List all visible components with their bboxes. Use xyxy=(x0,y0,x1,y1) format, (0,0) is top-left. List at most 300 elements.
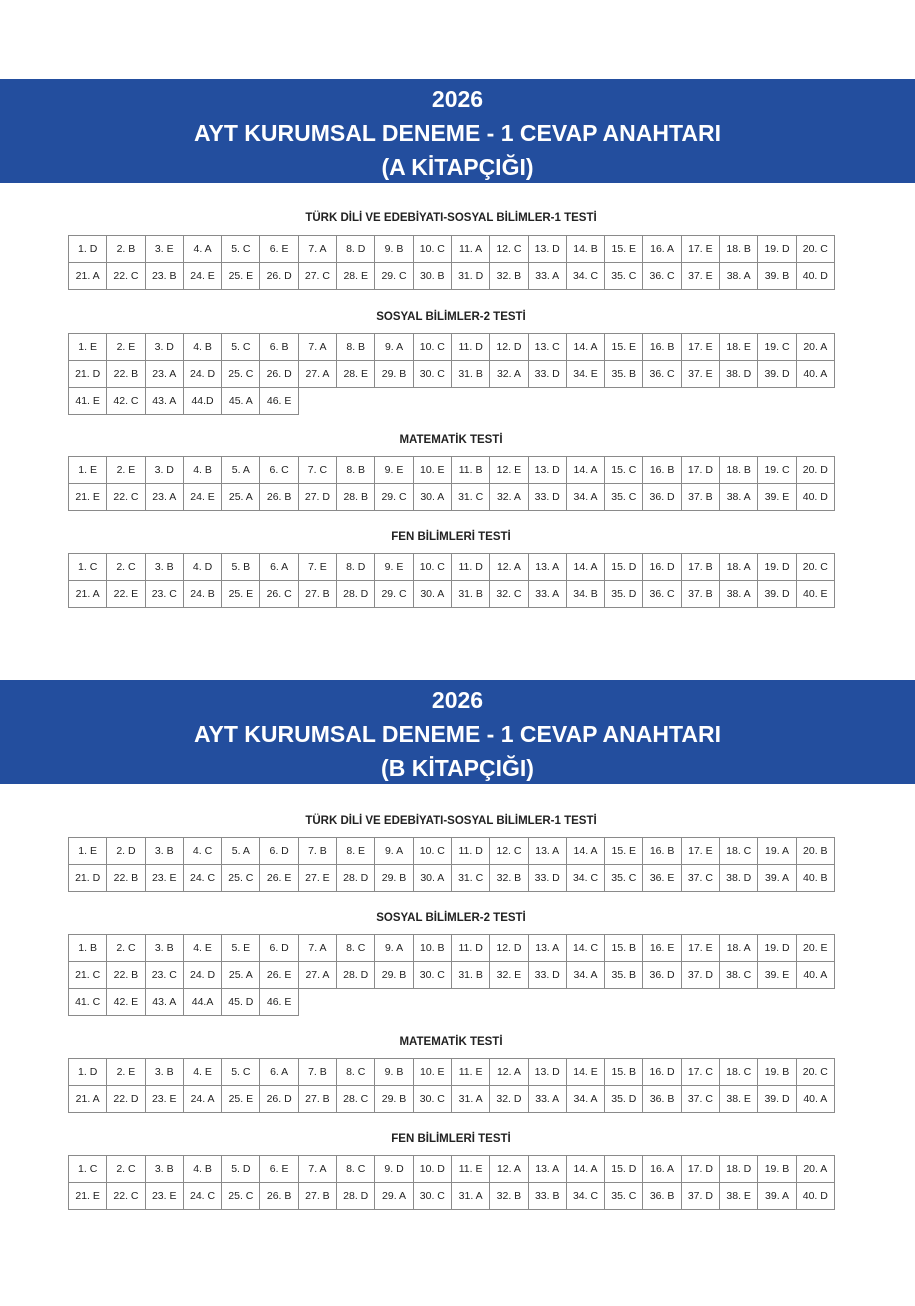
answer-cell: 38. D xyxy=(720,361,758,388)
answer-cell: 32. B xyxy=(490,263,528,290)
answer-cell: 8. C xyxy=(337,1156,375,1183)
answer-cell: 21. A xyxy=(69,581,107,608)
answer-cell: 37. E xyxy=(681,263,719,290)
answer-cell: 32. B xyxy=(490,1183,528,1210)
answer-cell: 6. A xyxy=(260,1059,298,1086)
answer-cell: 36. C xyxy=(643,581,681,608)
answer-cell: 5. C xyxy=(222,236,260,263)
answer-cell: 33. D xyxy=(528,484,566,511)
answer-cell: 13. A xyxy=(528,1156,566,1183)
answer-cell: 39. D xyxy=(758,1086,796,1113)
answer-cell: 25. E xyxy=(222,263,260,290)
answer-cell: 3. B xyxy=(145,1059,183,1086)
answer-cell: 27. B xyxy=(298,1086,336,1113)
answer-cell: 1. E xyxy=(69,838,107,865)
answer-cell: 24. C xyxy=(183,1183,221,1210)
answer-cell: 12. A xyxy=(490,1059,528,1086)
answer-cell: 12. A xyxy=(490,554,528,581)
table-row xyxy=(69,1183,835,1210)
answer-cell: 26. C xyxy=(260,581,298,608)
answer-cell: 40. E xyxy=(796,581,834,608)
answer-cell: 16. A xyxy=(643,236,681,263)
answer-cell: 13. A xyxy=(528,838,566,865)
year: 2026 xyxy=(431,86,484,112)
answer-cell: 26. D xyxy=(260,263,298,290)
answer-cell: 32. B xyxy=(490,865,528,892)
answer-cell: 10. C xyxy=(413,838,451,865)
answer-cell: 34. B xyxy=(566,581,604,608)
answer-cell: 13. D xyxy=(528,457,566,484)
answer-cell: 23. C xyxy=(145,962,183,989)
answer-cell: 4. A xyxy=(183,236,221,263)
answer-cell: 15. D xyxy=(605,554,643,581)
answer-cell: 20. E xyxy=(796,935,834,962)
answer-cell: 29. C xyxy=(375,263,413,290)
answer-cell: 11. A xyxy=(451,236,489,263)
answer-cell: 28. B xyxy=(337,484,375,511)
answer-cell: 32. E xyxy=(490,962,528,989)
answer-cell: 16. B xyxy=(643,334,681,361)
table-row xyxy=(69,581,835,608)
answer-cell: 3. D xyxy=(145,334,183,361)
answer-cell: 3. B xyxy=(145,1156,183,1183)
answer-cell: 36. D xyxy=(643,962,681,989)
table-row xyxy=(69,554,835,581)
answer-cell: 17. E xyxy=(681,236,719,263)
answer-cell: 43. A xyxy=(145,989,183,1016)
answer-cell: 7. A xyxy=(298,236,336,263)
answer-cell: 30. C xyxy=(413,1086,451,1113)
answer-cell: 18. D xyxy=(720,1156,758,1183)
answer-cell: 23. E xyxy=(145,1086,183,1113)
answer-cell: 20. D xyxy=(796,457,834,484)
table-row xyxy=(69,388,835,415)
answer-cell: 28. D xyxy=(337,581,375,608)
answer-cell: 21. A xyxy=(69,263,107,290)
answer-cell: 23. A xyxy=(145,361,183,388)
answer-cell: 14. B xyxy=(566,236,604,263)
answer-cell: 7. A xyxy=(298,1156,336,1183)
answer-cell: 25. E xyxy=(222,1086,260,1113)
answer-cell: 7. C xyxy=(298,457,336,484)
answer-cell: 6. B xyxy=(260,334,298,361)
answer-table-fen xyxy=(68,1155,835,1210)
answer-cell: 19. C xyxy=(758,457,796,484)
answer-cell: 15. B xyxy=(605,935,643,962)
answer-cell: 13. D xyxy=(528,1059,566,1086)
answer-cell: 17. E xyxy=(681,334,719,361)
answer-cell: 40. A xyxy=(796,361,834,388)
section-title-fen: FEN BİLİMLERİ TESTİ xyxy=(391,1133,511,1145)
answer-table-matematik xyxy=(68,1058,835,1113)
answer-cell: 22. B xyxy=(107,361,145,388)
banner-booklet-b xyxy=(0,680,915,784)
answer-cell: 37. C xyxy=(681,865,719,892)
answer-cell: 25. C xyxy=(222,361,260,388)
answer-cell: 1. E xyxy=(69,457,107,484)
section-title-sosyal: SOSYAL BİLİMLER-2 TESTİ xyxy=(376,912,526,924)
answer-cell: 11. D xyxy=(451,838,489,865)
answer-cell: 18. A xyxy=(720,935,758,962)
answer-cell: 8. B xyxy=(337,334,375,361)
answer-cell: 8. B xyxy=(337,457,375,484)
answer-cell: 29. B xyxy=(375,865,413,892)
answer-cell: 3. B xyxy=(145,554,183,581)
answer-cell: 30. B xyxy=(413,263,451,290)
answer-table-turkce xyxy=(68,837,835,892)
answer-cell: 35. C xyxy=(605,263,643,290)
answer-cell: 29. A xyxy=(375,1183,413,1210)
answer-cell: 16. A xyxy=(643,1156,681,1183)
answer-cell: 2. E xyxy=(107,1059,145,1086)
answer-cell: 40. D xyxy=(796,263,834,290)
answer-cell: 31. A xyxy=(451,1183,489,1210)
answer-cell: 1. C xyxy=(69,1156,107,1183)
answer-cell: 1. E xyxy=(69,334,107,361)
answer-cell: 35. C xyxy=(605,1183,643,1210)
answer-cell: 14. C xyxy=(566,935,604,962)
answer-cell: 33. B xyxy=(528,1183,566,1210)
answer-cell: 21. C xyxy=(69,962,107,989)
answer-cell: 31. B xyxy=(451,581,489,608)
answer-cell: 21. E xyxy=(69,484,107,511)
answer-cell: 17. D xyxy=(681,457,719,484)
answer-cell: 21. D xyxy=(69,361,107,388)
answer-cell: 10. E xyxy=(413,457,451,484)
answer-cell: 12. D xyxy=(490,334,528,361)
answer-cell: 29. B xyxy=(375,962,413,989)
answer-cell: 24. B xyxy=(183,581,221,608)
answer-cell: 36. D xyxy=(643,484,681,511)
answer-cell: 24. E xyxy=(183,484,221,511)
answer-cell: 3. D xyxy=(145,457,183,484)
answer-table-sosyal xyxy=(68,934,835,1016)
answer-cell: 13. A xyxy=(528,935,566,962)
answer-cell: 33. A xyxy=(528,263,566,290)
answer-cell: 2. E xyxy=(107,457,145,484)
answer-cell: 7. B xyxy=(298,1059,336,1086)
answer-cell: 27. A xyxy=(298,962,336,989)
answer-cell: 22. C xyxy=(107,484,145,511)
answer-cell: 39. E xyxy=(758,484,796,511)
answer-cell: 16. D xyxy=(643,554,681,581)
answer-cell: 27. B xyxy=(298,1183,336,1210)
answer-cell: 4. E xyxy=(183,1059,221,1086)
answer-cell: 2. C xyxy=(107,1156,145,1183)
answer-cell: 20. A xyxy=(796,1156,834,1183)
answer-cell: 28. E xyxy=(337,361,375,388)
answer-cell: 5. A xyxy=(222,457,260,484)
section-title-turkce: TÜRK DİLİ VE EDEBİYATI-SOSYAL BİLİMLER-1 TESTİ xyxy=(305,815,597,827)
answer-cell: 39. A xyxy=(758,865,796,892)
answer-cell: 38. A xyxy=(720,484,758,511)
answer-cell: 26. B xyxy=(260,1183,298,1210)
answer-cell: 25. A xyxy=(222,484,260,511)
booklet-label: (B KİTAPÇIĞI) xyxy=(381,755,534,781)
answer-cell: 18. B xyxy=(720,457,758,484)
answer-cell: 22. C xyxy=(107,1183,145,1210)
answer-cell: 18. A xyxy=(720,554,758,581)
answer-cell: 37. C xyxy=(681,1086,719,1113)
answer-cell: 10. E xyxy=(413,1059,451,1086)
answer-cell: 27. B xyxy=(298,581,336,608)
answer-cell: 29. C xyxy=(375,581,413,608)
answer-cell: 33. A xyxy=(528,581,566,608)
answer-cell: 42. C xyxy=(107,388,145,415)
answer-cell: 23. E xyxy=(145,865,183,892)
answer-cell: 3. B xyxy=(145,838,183,865)
answer-cell: 32. A xyxy=(490,361,528,388)
answer-cell: 6. C xyxy=(260,457,298,484)
answer-cell: 45. D xyxy=(222,989,260,1016)
answer-cell: 41. C xyxy=(69,989,107,1016)
answer-cell: 12. C xyxy=(490,838,528,865)
answer-table-sosyal xyxy=(68,333,835,415)
answer-cell: 19. D xyxy=(758,236,796,263)
answer-cell: 13. D xyxy=(528,236,566,263)
table-row xyxy=(69,236,835,263)
answer-cell: 15. E xyxy=(605,236,643,263)
answer-cell: 5. A xyxy=(222,838,260,865)
section-title-matematik: MATEMATİK TESTİ xyxy=(399,1036,503,1048)
answer-cell: 26. B xyxy=(260,484,298,511)
answer-cell: 26. D xyxy=(260,1086,298,1113)
answer-cell: 17. E xyxy=(681,935,719,962)
answer-cell: 5. D xyxy=(222,1156,260,1183)
answer-cell: 14. A xyxy=(566,554,604,581)
answer-cell: 33. D xyxy=(528,962,566,989)
answer-cell: 5. C xyxy=(222,1059,260,1086)
answer-cell: 25. E xyxy=(222,581,260,608)
answer-cell: 30. A xyxy=(413,484,451,511)
answer-cell: 21. A xyxy=(69,1086,107,1113)
answer-cell: 36. C xyxy=(643,361,681,388)
answer-cell: 41. E xyxy=(69,388,107,415)
answer-cell: 10. D xyxy=(413,1156,451,1183)
answer-cell: 10. C xyxy=(413,554,451,581)
answer-cell: 30. A xyxy=(413,865,451,892)
answer-cell: 28. D xyxy=(337,962,375,989)
section-title-sosyal: SOSYAL BİLİMLER-2 TESTİ xyxy=(376,311,526,323)
answer-cell: 38. E xyxy=(720,1183,758,1210)
answer-cell: 34. A xyxy=(566,1086,604,1113)
answer-cell: 26. E xyxy=(260,962,298,989)
answer-cell: 34. C xyxy=(566,263,604,290)
answer-cell: 18. C xyxy=(720,838,758,865)
answer-cell: 29. C xyxy=(375,484,413,511)
answer-table-turkce xyxy=(68,235,835,290)
answer-cell: 39. D xyxy=(758,361,796,388)
answer-cell: 22. C xyxy=(107,263,145,290)
answer-cell: 31. B xyxy=(451,962,489,989)
answer-cell: 19. D xyxy=(758,554,796,581)
answer-cell: 26. E xyxy=(260,865,298,892)
answer-cell: 33. A xyxy=(528,1086,566,1113)
answer-cell: 11. B xyxy=(451,457,489,484)
answer-cell: 34. A xyxy=(566,484,604,511)
answer-cell: 23. A xyxy=(145,484,183,511)
section-title-turkce: TÜRK DİLİ VE EDEBİYATI-SOSYAL BİLİMLER-1 TESTİ xyxy=(305,212,597,224)
answer-cell: 20. C xyxy=(796,554,834,581)
answer-cell: 2. D xyxy=(107,838,145,865)
answer-cell: 23. E xyxy=(145,1183,183,1210)
answer-cell: 16. B xyxy=(643,838,681,865)
answer-cell: 22. E xyxy=(107,581,145,608)
answer-cell: 40. B xyxy=(796,865,834,892)
answer-cell: 20. C xyxy=(796,1059,834,1086)
table-row xyxy=(69,865,835,892)
answer-cell: 31. D xyxy=(451,263,489,290)
answer-cell: 16. D xyxy=(643,1059,681,1086)
answer-cell: 38. D xyxy=(720,865,758,892)
table-row xyxy=(69,1086,835,1113)
answer-cell: 39. D xyxy=(758,581,796,608)
answer-cell: 4. D xyxy=(183,554,221,581)
answer-cell: 7. E xyxy=(298,554,336,581)
answer-cell: 24. C xyxy=(183,865,221,892)
answer-cell: 6. D xyxy=(260,935,298,962)
booklet-label: (A KİTAPÇIĞI) xyxy=(381,154,534,180)
answer-cell: 8. D xyxy=(337,236,375,263)
answer-cell: 10. B xyxy=(413,935,451,962)
answer-cell: 40. D xyxy=(796,1183,834,1210)
answer-cell: 5. C xyxy=(222,334,260,361)
table-row xyxy=(69,484,835,511)
answer-cell: 28. C xyxy=(337,1086,375,1113)
answer-cell: 1. D xyxy=(69,236,107,263)
answer-cell: 35. C xyxy=(605,484,643,511)
answer-cell: 2. E xyxy=(107,334,145,361)
answer-table-fen xyxy=(68,553,835,608)
answer-cell: 12. C xyxy=(490,236,528,263)
answer-cell: 39. E xyxy=(758,962,796,989)
answer-cell: 9. B xyxy=(375,1059,413,1086)
answer-cell: 33. D xyxy=(528,865,566,892)
answer-cell: 12. E xyxy=(490,457,528,484)
answer-cell: 19. B xyxy=(758,1059,796,1086)
answer-cell: 25. A xyxy=(222,962,260,989)
answer-cell: 14. A xyxy=(566,457,604,484)
answer-cell: 18. B xyxy=(720,236,758,263)
answer-cell: 9. D xyxy=(375,1156,413,1183)
answer-cell: 44.A xyxy=(183,989,221,1016)
answer-cell: 21. E xyxy=(69,1183,107,1210)
answer-cell: 3. E xyxy=(145,236,183,263)
answer-cell: 28. D xyxy=(337,1183,375,1210)
answer-cell: 14. A xyxy=(566,1156,604,1183)
answer-cell: 27. E xyxy=(298,865,336,892)
answer-cell: 7. A xyxy=(298,935,336,962)
table-row xyxy=(69,361,835,388)
answer-cell: 39. B xyxy=(758,263,796,290)
answer-cell: 8. E xyxy=(337,838,375,865)
answer-cell: 11. D xyxy=(451,554,489,581)
answer-cell: 31. C xyxy=(451,865,489,892)
answer-cell: 44.D xyxy=(183,388,221,415)
answer-cell: 46. E xyxy=(260,989,298,1016)
answer-cell: 43. A xyxy=(145,388,183,415)
table-row xyxy=(69,457,835,484)
answer-cell: 10. C xyxy=(413,334,451,361)
answer-cell: 36. E xyxy=(643,865,681,892)
answer-cell: 17. C xyxy=(681,1059,719,1086)
answer-cell: 4. C xyxy=(183,838,221,865)
answer-cell: 35. B xyxy=(605,962,643,989)
answer-cell: 15. E xyxy=(605,334,643,361)
answer-cell: 11. E xyxy=(451,1059,489,1086)
answer-cell: 37. D xyxy=(681,962,719,989)
answer-cell: 17. D xyxy=(681,1156,719,1183)
answer-cell: 1. B xyxy=(69,935,107,962)
answer-cell: 20. C xyxy=(796,236,834,263)
answer-cell: 22. D xyxy=(107,1086,145,1113)
answer-cell: 37. D xyxy=(681,1183,719,1210)
answer-cell: 17. E xyxy=(681,838,719,865)
answer-cell: 14. E xyxy=(566,1059,604,1086)
answer-cell: 19. B xyxy=(758,1156,796,1183)
answer-cell: 7. A xyxy=(298,334,336,361)
answer-cell: 10. C xyxy=(413,236,451,263)
answer-cell: 32. D xyxy=(490,1086,528,1113)
answer-cell: 4. B xyxy=(183,1156,221,1183)
answer-cell: 35. C xyxy=(605,865,643,892)
answer-cell: 18. C xyxy=(720,1059,758,1086)
section-title-fen: FEN BİLİMLERİ TESTİ xyxy=(391,531,511,543)
answer-cell: 32. A xyxy=(490,484,528,511)
answer-cell: 27. C xyxy=(298,263,336,290)
answer-cell: 5. B xyxy=(222,554,260,581)
table-row xyxy=(69,935,835,962)
answer-cell: 6. E xyxy=(260,1156,298,1183)
answer-cell: 12. A xyxy=(490,1156,528,1183)
answer-cell: 2. C xyxy=(107,554,145,581)
answer-cell: 34. A xyxy=(566,962,604,989)
answer-cell: 4. E xyxy=(183,935,221,962)
answer-cell: 25. C xyxy=(222,865,260,892)
answer-cell: 38. E xyxy=(720,1086,758,1113)
answer-cell: 38. A xyxy=(720,581,758,608)
answer-cell: 9. A xyxy=(375,935,413,962)
answer-cell: 27. D xyxy=(298,484,336,511)
answer-cell: 8. C xyxy=(337,1059,375,1086)
answer-cell: 37. E xyxy=(681,361,719,388)
answer-cell: 13. A xyxy=(528,554,566,581)
answer-cell: 7. B xyxy=(298,838,336,865)
answer-cell: 45. A xyxy=(222,388,260,415)
answer-cell: 36. B xyxy=(643,1086,681,1113)
answer-cell: 30. C xyxy=(413,1183,451,1210)
answer-cell: 9. A xyxy=(375,838,413,865)
answer-cell: 24. E xyxy=(183,263,221,290)
answer-cell: 40. D xyxy=(796,484,834,511)
answer-cell: 13. C xyxy=(528,334,566,361)
answer-cell: 37. B xyxy=(681,581,719,608)
answer-cell: 22. B xyxy=(107,962,145,989)
answer-cell: 15. E xyxy=(605,838,643,865)
answer-cell: 14. A xyxy=(566,334,604,361)
answer-cell: 6. E xyxy=(260,236,298,263)
answer-cell: 46. E xyxy=(260,388,298,415)
answer-cell: 3. B xyxy=(145,935,183,962)
answer-cell: 27. A xyxy=(298,361,336,388)
page-title: AYT KURUMSAL DENEME - 1 CEVAP ANAHTARI xyxy=(194,120,721,146)
answer-cell: 2. B xyxy=(107,236,145,263)
answer-cell: 8. D xyxy=(337,554,375,581)
answer-cell: 36. C xyxy=(643,263,681,290)
answer-cell: 21. D xyxy=(69,865,107,892)
answer-cell: 29. B xyxy=(375,361,413,388)
answer-cell: 18. E xyxy=(720,334,758,361)
